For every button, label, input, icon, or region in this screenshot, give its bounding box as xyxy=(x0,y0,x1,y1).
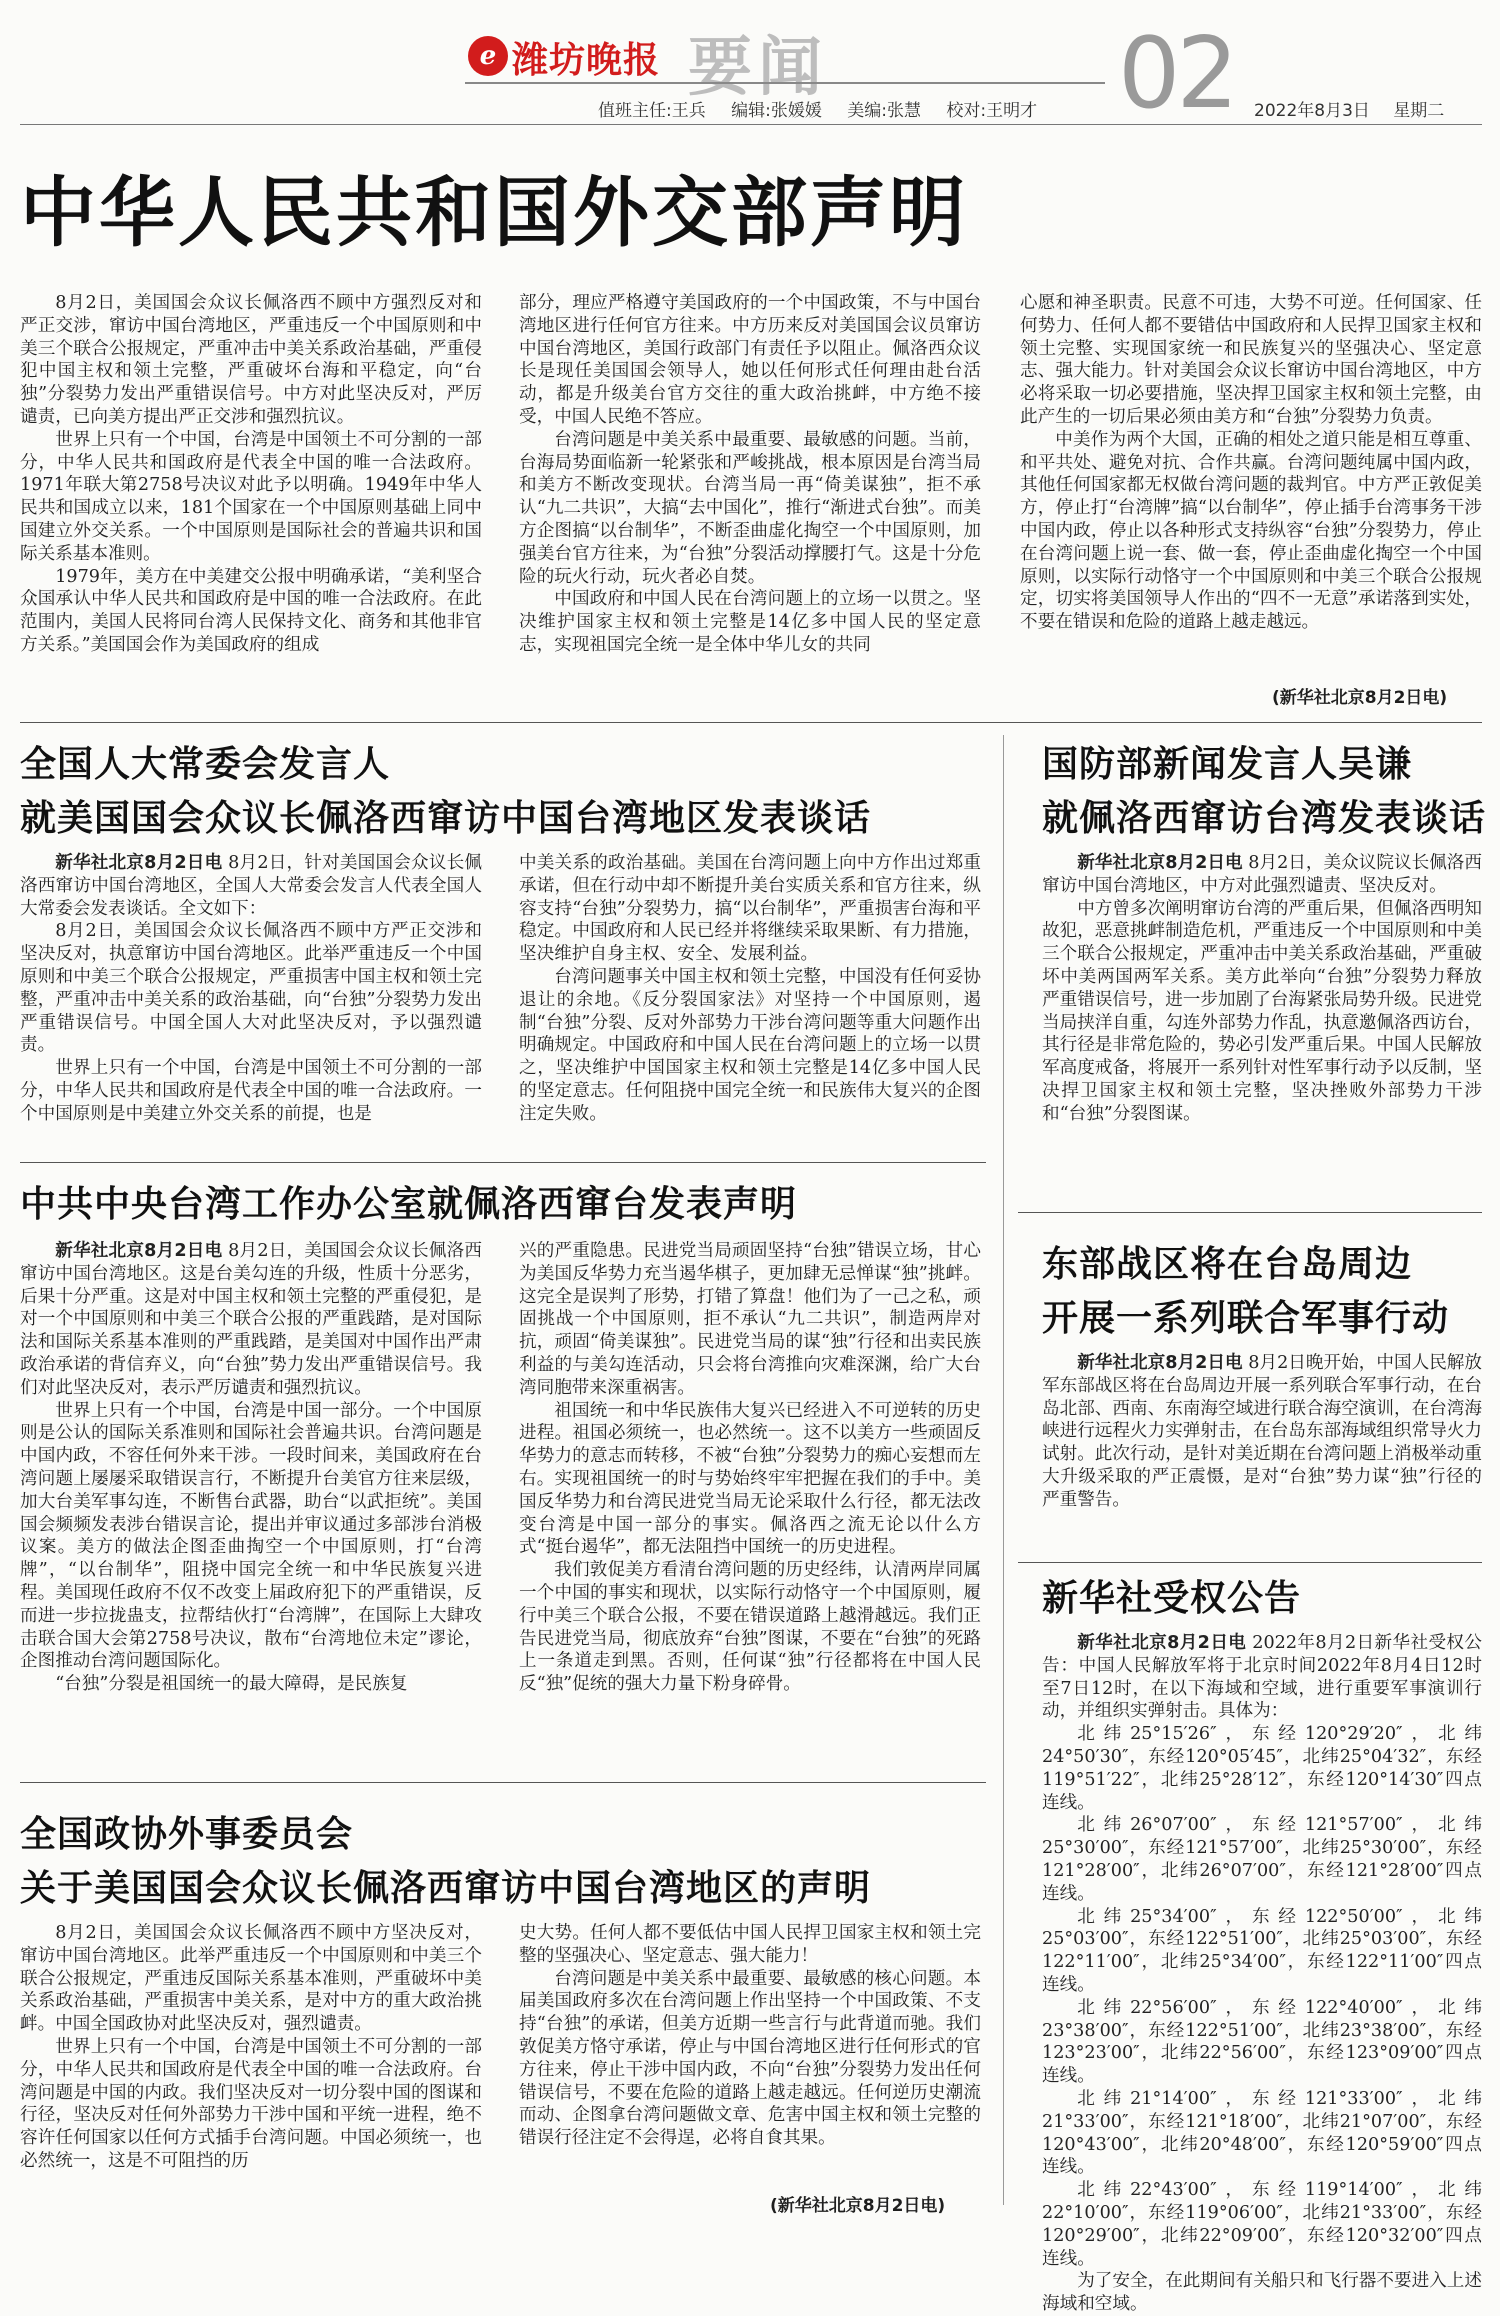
paragraph: “台独”分裂是祖国统一的最大障碍，是民族复 xyxy=(55,1674,408,1695)
paragraph: 8月2日，美众议院议长佩洛西窜访中国台湾地区，中方对此强烈谴责、坚决反对。 xyxy=(1042,853,1483,896)
lead-credit: (新华社北京8月2日电) xyxy=(1272,688,1448,708)
list-item: 北纬21°14′00″，东经121°33′00″，北纬21°33′00″，东经121°18′00″，北纬21°07′00″，东经120°43′00″，北纬20°48′00″，东经120°59′00″四点连线。 xyxy=(1042,2088,1482,2178)
paragraph: 8月2日，美国国会众议长佩洛西不顾中方坚决反对，窜访中国台湾地区。此举严重违反一个中国原则和中美三个联合公报规定，严重违反国际关系基本准则，严重破坏中美关系政治基础，严重损害中美关系，是对中方的重大政治挑衅。中国全国政协对此坚决反对，强烈谴责。 xyxy=(20,1923,482,2035)
paragraph: 心愿和神圣职责。民意不可违，大势不可逆。任何国家、任何势力、任何人都不要错估中国政府和人民捍卫国家主权和领土完整、实现国家统一和民族复兴的坚强决心、坚定意志、强大能力。针对美国会众议长窜访中国台湾地区，中方必将采取一切必要措施，坚决捍卫国家主权和领土完整，由此产生的一切后果必须由美方和“台独”分裂势力负责。 xyxy=(1020,293,1482,427)
eastern-headline-line1: 东部战区将在台岛周边 xyxy=(1042,1244,1413,1285)
staff-editor: 编辑:张媛媛 xyxy=(731,101,822,121)
lead-column-2 xyxy=(519,292,981,705)
paragraph: 2022年8月2日新华社受权公告：中国人民解放军将于北京时间2022年8月4日12时至7日12时，在以下海域和空域，进行重要军事演训行动，并组织实弹射击。具体为： xyxy=(1042,1633,1483,1722)
npc-headline-line2: 就美国国会众议长佩洛西窜访中国台湾地区发表谈话 xyxy=(20,798,872,839)
section-divider xyxy=(20,1782,986,1783)
paragraph: 8月2日晚开始，中国人民解放军东部战区将在台岛周边开展一系列联合军事行动，在台岛北部、西南、东南海空域进行联合海空演训，在台湾海峡进行远程火力实弹射击，在台岛东部海域组织常导火力试射。此次行动，是针对美近期在台湾问题上消极举动重大升级采取的严正震慑，是对“台独”势力谋“独”行径的严重警告。 xyxy=(1042,1353,1483,1510)
defense-headline-line2: 就佩洛西窜访台湾发表谈话 xyxy=(1042,798,1487,839)
paragraph: 8月2日，美国国会众议长佩洛西不顾中方严正交涉和坚决反对，执意窜访中国台湾地区。此举严重违反一个中国原则和中美三个联合公报规定，严重损害中国主权和领土完整，严重冲击中美关系的政治基础，向“台独”分裂势力发出严重错误信号。中国全国人大对此坚决反对，予以强烈谴责。 xyxy=(20,921,482,1056)
lead-column-3 xyxy=(1020,292,1482,705)
newspaper-logo-icon: ℯ xyxy=(468,36,508,76)
taiwan-office-column-2 xyxy=(519,1240,981,1765)
section-name: 要闻 xyxy=(688,31,828,105)
cppcc-headline-line2: 关于美国国会众议长佩洛西窜访中国台湾地区的声明 xyxy=(20,1868,872,1909)
issue-weekday: 星期二 xyxy=(1393,101,1445,121)
npc-column-1 xyxy=(20,852,482,1147)
npc-column-2 xyxy=(519,852,981,1147)
staff-duty-editor: 值班主任:王兵 xyxy=(598,101,706,121)
paragraph: 我们敦促美方看清台湾问题的历史经纬，认清两岸同属一个中国的事实和现状，以实际行动恪守一个中国原则，履行中美三个联合公报，不要在错误道路上越滑越远。我们正告民进党当局，彻底放弃“台独”图谋，不要在“台独”的死路上一条道走到黑。否则，任何谋“独”行径都将在中国人民反“独”促统的强大力量下粉身碎骨。 xyxy=(519,1560,981,1695)
paragraph: 8月2日，美国国会众议长佩洛西窜访中国台湾地区。这是台美勾连的升级，性质十分恶劣，后果十分严重。这是对中国主权和领土完整的严重侵犯，是对一个中国原则和中美三个联合公报的严重践踏，是对国际法和国际关系基本准则的严重践踏，是美国对中国作出严肃政治承诺的背信弃义，向“台独”势力发出严重错误信号。我们对此坚决反对，表示严厉谴责和强烈抗议。 xyxy=(20,1241,483,1398)
npc-headline-line1: 全国人大常委会发言人 xyxy=(20,744,391,785)
staff-designer: 美编:张慧 xyxy=(847,101,922,121)
list-item: 北纬25°15′26″，东经120°29′20″，北纬24°50′30″，东经120°05′45″，北纬25°04′32″，东经119°51′22″，北纬25°28′12″，东经120°14′30″四点连线。 xyxy=(1042,1724,1482,1813)
cppcc-column-1 xyxy=(20,1922,482,2212)
paragraph: 祖国统一和中华民族伟大复兴已经进入不可逆转的历史进程。祖国必须统一，也必然统一。这不以美方一些顽固反华势力的意志而转移，不被“台独”分裂势力的痴心妄想而左右。实现祖国统一的时与势始终牢牢把握在我们的手中。美国反华势力和台湾民进党当局无论采取什么行径，都无法改变台湾是中国一部分的事实。佩洛西之流无论以什么方式“挺台遏华”，都无法阻挡中国统一的历史进程。 xyxy=(519,1400,981,1558)
paragraph: 中国政府和中国人民在台湾问题上的立场一以贯之。坚决维护国家主权和领土完整是14亿多中国人民的坚定意志，实现祖国完全统一是全体中华儿女的共同 xyxy=(519,589,981,655)
dateline-source: 新华社北京8月2日电 xyxy=(1077,1353,1243,1373)
taiwan-office-column-1 xyxy=(20,1240,482,1765)
list-item: 北纬22°56′00″，东经122°40′00″，北纬23°38′00″，东经122°51′00″，北纬23°38′00″，东经123°23′00″，北纬22°56′00″，东经123°09′00″四点连线。 xyxy=(1042,1997,1482,2087)
list-item: 北纬22°43′00″，东经119°14′00″，北纬22°10′00″，东经119°06′00″，北纬21°33′00″，东经120°29′00″，北纬22°09′00″，东经120°32′00″四点连线。 xyxy=(1042,2180,1482,2269)
issue-date-text: 2022年8月3日 xyxy=(1254,101,1370,121)
column-divider xyxy=(1003,735,1004,2205)
paragraph: 8月2日，针对美国国会众议长佩洛西窜访中国台湾地区，全国人大常委会发言人代表全国人大常委会发表谈话。全文如下： xyxy=(20,853,483,919)
newspaper-name: 潍坊晚报 xyxy=(512,40,661,81)
paragraph: 史大势。任何人都不要低估中国人民捍卫国家主权和领土完整的坚强决心、坚定意志、强大能力！ xyxy=(519,1923,981,1966)
paragraph: 中美作为两个大国，正确的相处之道只能是相互尊重、和平共处、避免对抗、合作共赢。台湾问题纯属中国内政，其他任何国家都无权做台湾问题的裁判官。中方严正敦促美方，停止打“台湾牌”搞“以台制华”，停止插手台湾事务干涉中国内政，停止以各种形式支持纵容“台独”分裂势力，停止在台湾问题上说一套、做一套，停止歪曲虚化掏空一个中国原则，以实际行动恪守一个中国原则和中美三个联合公报规定，切实将美国领导人作出的“四不一无意”承诺落到实处，不要在错误和危险的道路上越走越远。 xyxy=(1020,429,1482,633)
dateline-source: 新华社北京8月2日电 xyxy=(1077,853,1243,873)
list-item: 为了安全，在此期间有关船只和飞行器不要进入上述海域和空域。 xyxy=(1042,2271,1482,2315)
paragraph: 兴的严重隐患。民进党当局顽固坚持“台独”错误立场，甘心为美国反华势力充当遏华棋子，更加肆无忌惮谋“独”挑衅。这完全是误判了形势，打错了算盘！他们为了一己之私，顽固挑战一个中国原则，拒不承认“九二共识”，制造两岸对抗，顽固“倚美谋独”。民进党当局的谋“独”行径和出卖民族利益的与美勾连活动，只会将台湾推向灾难深渊，给广大台湾同胞带来深重祸害。 xyxy=(519,1241,981,1398)
list-item: 北纬26°07′00″，东经121°57′00″，北纬25°30′00″，东经121°57′00″，北纬25°30′00″，东经121°28′00″，北纬26°07′00″，东经121°28′00″四点连线。 xyxy=(1042,1815,1482,1904)
paragraph: 1979年，美方在中美建交公报中明确承诺，“美利坚合众国承认中华人民共和国政府是中国的唯一合法政府。在此范围内，美国人民将同台湾人民保持文化、商务和其他非官方关系。”美国国会作为美国政府的组成 xyxy=(20,566,482,655)
eastern-body xyxy=(1042,1352,1482,1562)
section-divider xyxy=(20,1162,986,1163)
paragraph: 台湾问题是中美关系中最重要、最敏感的核心问题。本届美国政府多次在台湾问题上作出坚持一个中国政策、不支持“台独”的承诺，但美方近期一些言行与此背道而驰。我们敦促美方恪守承诺，停止与中国台湾地区进行任何形式的官方往来，停止干涉中国内政，不向“台独”分裂势力发出任何错误信号，不要在危险的道路上越走越远。任何逆历史潮流而动、企图拿台湾问题做文章、危害中国主权和领土完整的错误行径注定不会得逞，必将自食其果。 xyxy=(519,1968,981,2149)
staff-credits xyxy=(598,96,1057,121)
dateline-source: 新华社北京8月2日电 xyxy=(55,853,223,873)
dateline-source: 新华社北京8月2日电 xyxy=(55,1241,223,1261)
section-divider xyxy=(1018,1212,1482,1213)
paragraph: 台湾问题事关中国主权和领土完整，中国没有任何妥协退让的余地。《反分裂国家法》对坚持一个中国原则，遏制“台独”分裂、反对外部势力干涉台湾问题等重大问题作出明确规定。中国政府和中国人民在台湾问题上的立场一以贯之，坚决维护中国国家主权和领土完整是14亿多中国人民的坚定意志。任何阻挠中国完全统一和民族伟大复兴的企图注定失败。 xyxy=(519,966,981,1124)
paragraph: 部分，理应严格遵守美国政府的一个中国政策，不与中国台湾地区进行任何官方往来。中方历来反对美国国会议员窜访中国台湾地区，美国行政部门有责任予以阻止。佩洛西众议长是现任美国国会领导人，她以任何形式任何理由赴台活动，都是升级美台官方交往的重大政治挑衅，中方绝不接受，中国人民绝不答应。 xyxy=(519,293,981,427)
paragraph: 世界上只有一个中国，台湾是中国领土不可分割的一部分，中华人民共和国政府是代表全中国的唯一合法政府。一个中国原则是中美建立外交关系的前提，也是 xyxy=(20,1058,482,1124)
masthead-rule xyxy=(465,82,1105,84)
list-item: 北纬25°34′00″，东经122°50′00″，北纬25°03′00″，东经122°51′00″，北纬25°03′00″，东经122°11′00″，北纬25°34′00″，东经122°11′00″四点连线。 xyxy=(1042,1906,1482,1995)
defense-headline-line1: 国防部新闻发言人吴谦 xyxy=(1042,744,1413,785)
lead-column-1 xyxy=(20,292,482,705)
section-divider xyxy=(20,722,1482,723)
paragraph: 世界上只有一个中国，台湾是中国领土不可分割的一部分，中华人民共和国政府是代表全中国的唯一合法政府。台湾问题是中国的内政。我们坚决反对一切分裂中国的图谋和行径，坚决反对任何外部势力干涉中国和平统一进程，绝不容许任何国家以任何方式插手台湾问题。中国必须统一，也必然统一，这是不可阻挡的历 xyxy=(20,2036,482,2171)
paragraph: 中方曾多次阐明窜访台湾的严重后果，但佩洛西明知故犯，恶意挑衅制造危机，严重违反一个中国原则和中美三个联合公报规定，严重冲击中美关系政治基础，严重破坏中美两国两军关系。美方此举向“台独”分裂势力释放严重错误信号，进一步加剧了台海紧张局势升级。民进党当局挟洋自重，勾连外部势力作乱，执意邀佩洛西访台，其行径是非常危险的，势必引发严重后果。中国人民解放军高度戒备，将展开一系列针对性军事行动予以反制，坚决捍卫国家主权和领土完整，坚决挫败外部势力干涉和“台独”分裂图谋。 xyxy=(1042,898,1482,1124)
dateline-source: 新华社北京8月2日电 xyxy=(1077,1633,1247,1653)
cppcc-credit: (新华社北京8月2日电) xyxy=(770,2196,946,2216)
staff-proofreader: 校对:王明才 xyxy=(946,101,1038,121)
masthead-bottom-rule xyxy=(20,124,1482,125)
defense-body xyxy=(1042,852,1482,1192)
section-divider xyxy=(1018,1562,1482,1563)
cppcc-headline-line1: 全国政协外事委员会 xyxy=(20,1814,354,1855)
paragraph: 中美关系的政治基础。美国在台湾问题上向中方作出过郑重承诺，但在行动中却不断提升美台实质关系和官方往来，纵容支持“台独”分裂势力，搞“以台制华”，严重损害台海和平稳定。中国政府和人民已经并将继续采取果断、有力措施，坚决维护自身主权、安全、发展利益。 xyxy=(519,853,981,965)
notice-headline: 新华社受权公告 xyxy=(1042,1578,1302,1619)
paragraph: 8月2日，美国国会众议长佩洛西不顾中方强烈反对和严正交涉，窜访中国台湾地区，严重违反一个中国原则和中美三个联合公报规定，严重冲击中美关系政治基础，严重侵犯中国主权和领土完整，严重破坏台海和平稳定，向“台独”分裂势力发出严重错误信号。中方对此坚决反对，严厉谴责，已向美方提出严正交涉和强烈抗议。 xyxy=(20,293,482,427)
paragraph: 台湾问题是中美关系中最重要、最敏感的问题。当前，台海局势面临新一轮紧张和严峻挑战，根本原因是台湾当局和美方不断改变现状。台湾当局一再“倚美谋独”，拒不承认“九二共识”，大搞“去中国化”，推行“渐进式台独”。而美方企图搞“以台制华”，不断歪曲虚化掏空一个中国原则，加强美台官方往来，为“台独”分裂活动撑腰打气。这是十分危险的玩火行动，玩火者必自焚。 xyxy=(519,429,981,587)
page-number: 02 xyxy=(1118,17,1235,131)
issue-date xyxy=(1254,96,1462,121)
paragraph: 世界上只有一个中国，台湾是中国一部分。一个中国原则是公认的国际关系准则和国际社会普遍共识。台湾问题是中国内政，不容任何外来干涉。一段时间来，美国政府在台湾问题上屡屡采取错误言行，不断提升台美官方往来层级，加大台美军事勾连，不断售台武器，助台“以武拒统”。美国国会频频发表涉台错误言论，提出并审议通过多部涉台消极议案。美方的做法企图歪曲掏空一个中国原则，打“台湾牌”，“以台制华”，阻挠中国完全统一和中华民族复兴进程。美国现任政府不仅不改变上届政府犯下的严重错误，反而进一步拉拢蛊支，拉帮结伙打“台湾牌”，在国际上大肆攻击联合国大会第2758号决议，散布“台湾地位未定”谬论，企图推动台湾问题国际化。 xyxy=(20,1400,482,1672)
masthead xyxy=(0,0,1500,131)
lead-headline: 中华人民共和国外交部声明 xyxy=(20,168,968,257)
paragraph: 世界上只有一个中国，台湾是中国领土不可分割的一部分，中华人民共和国政府是代表全中国的唯一合法政府。1971年联大第2758号决议对此予以明确。1949年中华人民共和国成立以来，181个国家在一个中国原则基础上同中国建立外交关系。一个中国原则是国际社会的普遍共识和国际关系基本准则。 xyxy=(20,429,482,564)
notice-body xyxy=(1042,1632,1483,2315)
taiwan-office-headline: 中共中央台湾工作办公室就佩洛西窜台发表声明 xyxy=(20,1184,798,1225)
eastern-headline-line2: 开展一系列联合军事行动 xyxy=(1042,1298,1450,1339)
cppcc-column-2 xyxy=(519,1922,981,2190)
